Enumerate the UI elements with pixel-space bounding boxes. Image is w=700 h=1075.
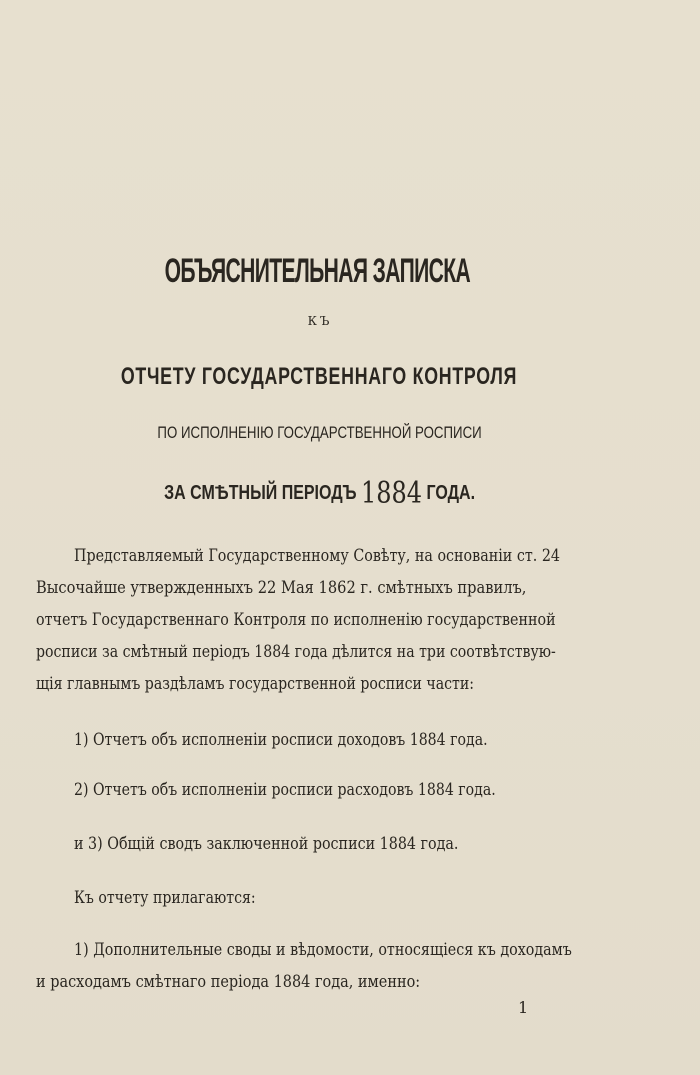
title-preposition: КЪ [307,314,333,328]
paragraph-line: росписи за смѣтный періодъ 1884 года дѣлится на три соотвѣтствую- [36,642,556,662]
paragraph-line: и расходамъ смѣтнаго періода 1884 года, именно: [36,972,421,992]
paragraph-line: щія главнымъ раздѣламъ государственной росписи части: [36,674,475,694]
subtitle-period [64,476,576,511]
subtitle-report: ОТЧЕТУ ГОСУДАРСТВЕННАГО КОНТРОЛЯ [120,363,518,390]
list-item: и 3) Общій сводъ заключенной росписи 1884 года. [74,834,459,854]
paragraph-line: Къ отчету прилагаются: [74,888,256,908]
paragraph-line: отчетъ Государственнаго Контроля по исполненію государственной [36,610,556,630]
page-number: 1 [518,998,529,1017]
paragraph-line: Представляемый Государственному Совѣту, на основаніи ст. 24 [74,546,561,566]
paragraph-line: Высочайше утвержденныхъ 22 Мая 1862 г. смѣтныхъ правилъ, [36,578,527,598]
list-item: 2) Отчетъ объ исполненіи росписи расходовъ 1884 года. [74,780,496,800]
list-item: 1) Отчетъ объ исполненіи росписи доходовъ 1884 года. [74,730,488,750]
subtitle-period-year: 1884 [360,476,423,511]
paragraph-line: 1) Дополнительные своды и вѣдомости, относящіеся къ доходамъ [74,940,572,960]
subtitle-period-suffix: ГОДА. [426,482,476,504]
subtitle-period-text: ЗА СМѢТНЫЙ ПЕРІОДЪ [164,482,357,504]
subtitle-execution: ПО ИСПОЛНЕНІЮ ГОСУДАРСТВЕННОЙ РОСПИСИ [157,423,482,442]
document-title: ОБЪЯСНИТЕЛЬНАЯ ЗАПИСКА [164,252,471,290]
